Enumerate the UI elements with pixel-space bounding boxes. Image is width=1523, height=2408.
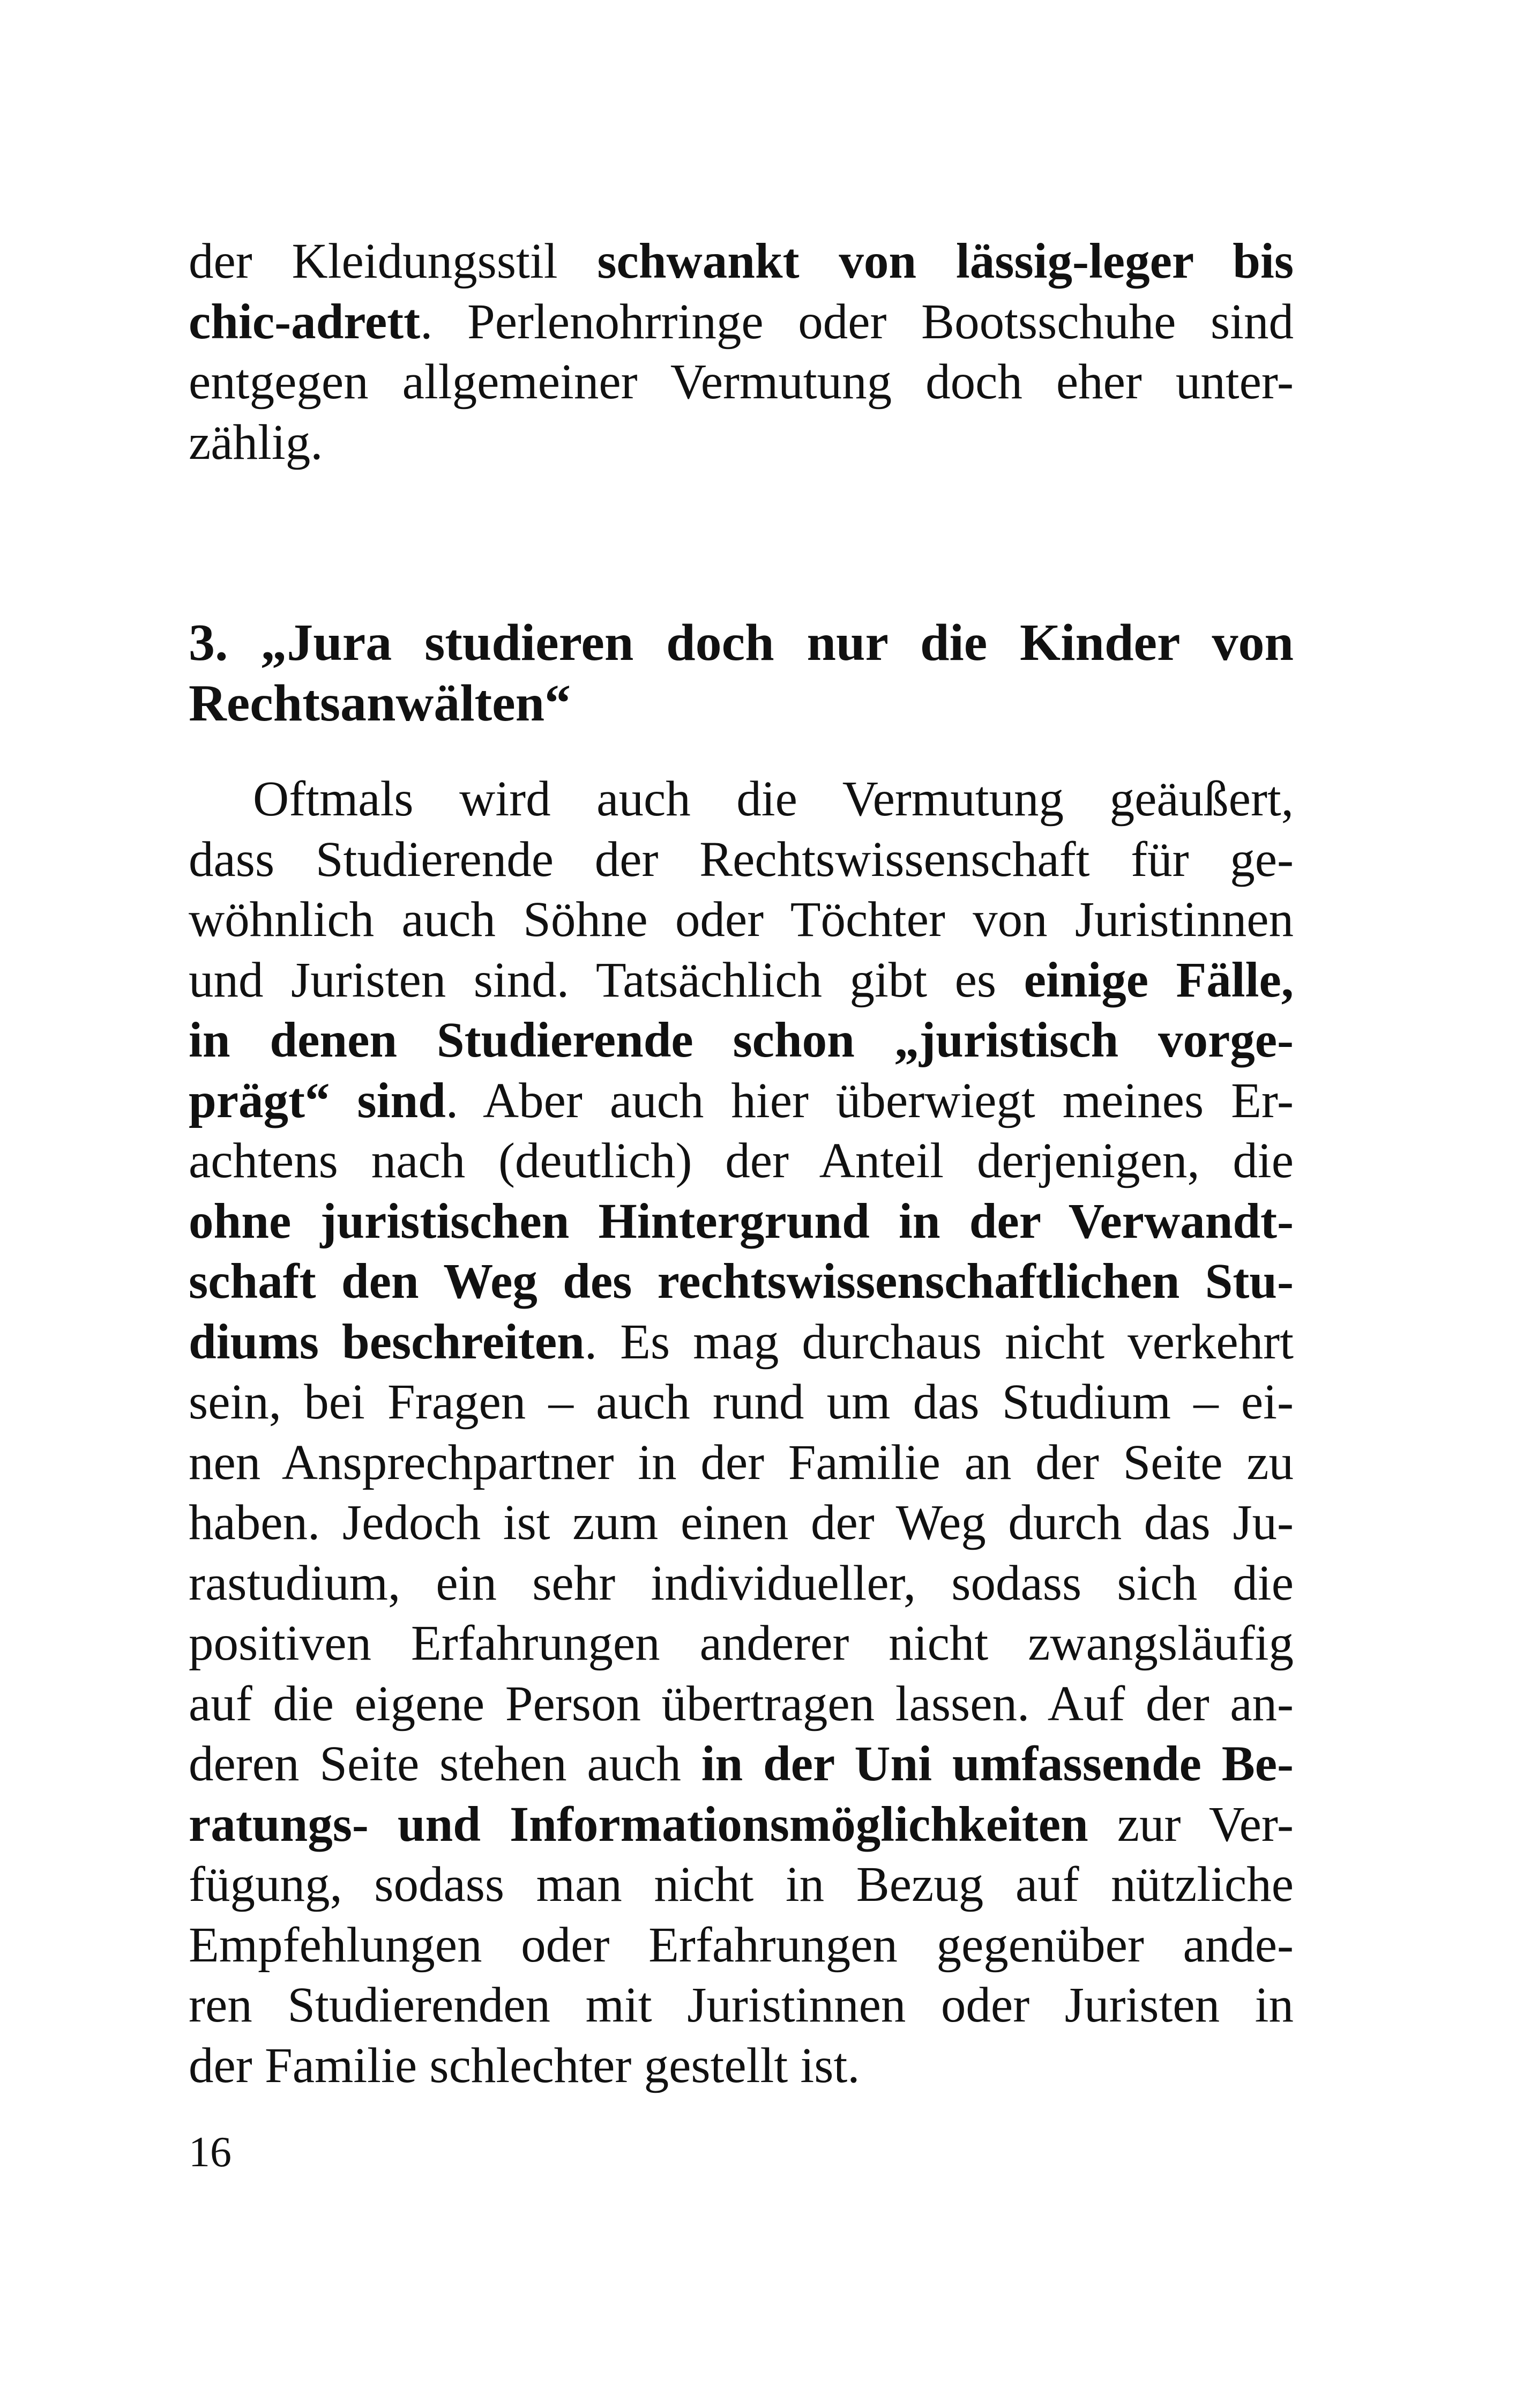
text-run: achtens nach (deutlich) der Anteil derjenigen, die [189,1133,1294,1188]
text-line [189,1734,1294,1794]
text-line [189,1312,1294,1372]
text-line [189,2036,1294,2096]
page-number: 16 [189,2129,232,2176]
text-line [189,890,1294,950]
text-line [189,1674,1294,1734]
heading-line [189,613,1294,673]
text-run: rastudium, ein sehr individueller, sodass sich die [189,1556,1294,1611]
text-run: positiven Erfahrungen anderer nicht zwangsläufig [189,1616,1294,1671]
bold-text: in der Uni umfassende Be- [701,1736,1294,1792]
text-line [189,352,1294,412]
text-run: Oftmals wird auch die Vermutung geäußert, [253,771,1294,827]
text-line [189,830,1294,890]
text-line [189,1915,1294,1975]
text-line [189,413,1294,473]
text-line [189,232,1294,292]
text-line [189,1372,1294,1432]
text-line [189,1131,1294,1191]
text-run: . Aber auch hier überwiegt meines Er- [445,1073,1294,1128]
text-line [189,1855,1294,1915]
bold-text: Rechtsanwälten“ [189,674,571,732]
text-run: deren Seite stehen auch [189,1736,701,1792]
bold-text: einige Fälle, [1024,953,1294,1008]
text-run: zur Ver- [1088,1797,1294,1852]
bold-text: schaft den Weg des rechtswissenschaftlichen Stu- [189,1254,1294,1309]
bold-text: schwankt von lässig-leger bis [597,234,1294,289]
text-line [189,1192,1294,1252]
text-run: . Es mag durchaus nicht verkehrt [584,1314,1294,1370]
bold-text: 3. „Jura studieren doch nur die Kinder von [189,614,1294,672]
text-line [189,292,1294,352]
text-line [189,1614,1294,1674]
text-run: dass Studierende der Rechtswissenschaft für ge- [189,832,1294,887]
text-run: sein, bei Fragen – auch rund um das Studium – ei- [189,1374,1294,1430]
text-line [189,1010,1294,1071]
text-run: wöhnlich auch Söhne oder Töchter von Juristinnen [189,892,1294,947]
text-line [189,1975,1294,2035]
heading-line [189,673,1294,733]
text-run: . Perlenohrringe oder Bootsschuhe sind [420,294,1294,350]
text-run: der Familie schlechter gestellt ist. [189,2038,860,2093]
text-line [189,1493,1294,1553]
bold-text: prägt“ sind [189,1073,446,1128]
text-run: auf die eigene Person übertragen lassen. Auf der an- [189,1676,1294,1731]
text-line [189,1795,1294,1855]
text-run: nen Ansprechpartner in der Familie an der Seite zu [189,1435,1294,1490]
text-run: entgegen allgemeiner Vermutung doch eher unter- [189,354,1294,410]
text-run: haben. Jedoch ist zum einen der Weg durch das Ju- [189,1495,1294,1550]
text-run: und Juristen sind. Tatsächlich gibt es [189,953,1024,1008]
text-run: fügung, sodass man nicht in Bezug auf nützliche [189,1857,1294,1912]
text-line [189,1554,1294,1614]
bold-text: ohne juristischen Hintergrund in der Verwandt- [189,1194,1294,1249]
text-line [253,769,1294,829]
text-run: der Kleidungsstil [189,234,598,289]
bold-text: ratungs- und Informationsmöglichkeiten [189,1797,1088,1852]
bold-text: in denen Studierende schon „juristisch vorge- [189,1013,1294,1068]
bold-text: chic-adrett [189,294,421,350]
bold-text: diums beschreiten [189,1314,585,1370]
text-run: zählig. [189,415,323,470]
text-line [189,1252,1294,1312]
text-line [189,1433,1294,1493]
text-run: ren Studierenden mit Juristinnen oder Juristen in [189,1978,1294,2033]
text-line [189,1071,1294,1131]
text-line [189,950,1294,1010]
text-run: Empfehlungen oder Erfahrungen gegenüber ande- [189,1918,1294,1973]
